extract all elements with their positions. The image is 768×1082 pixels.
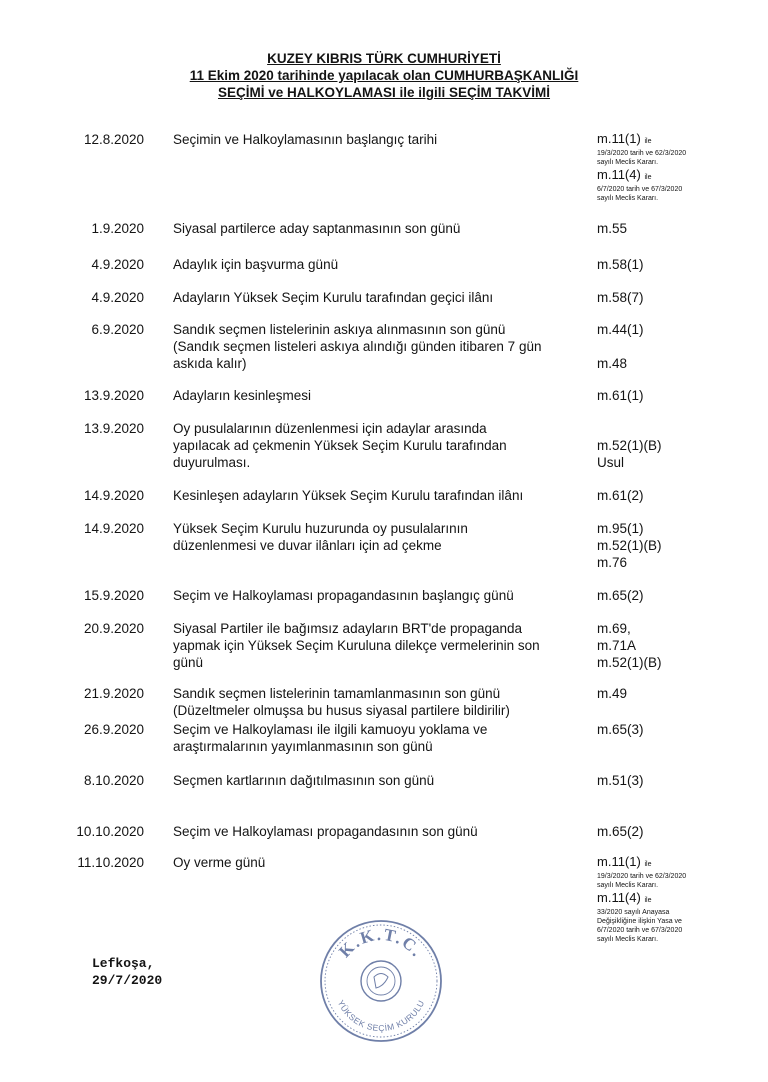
reference-note: 19/3/2020 tarih ve 62/3/2020: [597, 873, 687, 880]
row-legal-reference: [597, 321, 767, 372]
row-date: 20.9.2020: [83, 621, 144, 636]
row-date: 6.9.2020: [91, 322, 144, 337]
reference-article: [597, 131, 767, 149]
reference-spacer: [597, 338, 767, 355]
row-legal-reference: [597, 823, 767, 840]
article-connector: ile: [644, 861, 652, 868]
reference-note: 6/7/2020 tarih ve 67/3/2020: [597, 186, 683, 193]
reference-article: m.69,: [597, 621, 631, 636]
event-line: Oy pusulalarının düzenlenmesi için adaylar arasında: [173, 421, 487, 436]
reference-article: [597, 167, 767, 185]
event-line: duyurulması.: [173, 455, 251, 470]
event-line: Adaylık için başvurma günü: [173, 257, 339, 272]
event-line: Kesinleşen adayların Yüksek Seçim Kurulu tarafından ilânı: [173, 488, 524, 503]
row-date: 13.9.2020: [83, 421, 144, 436]
document-header: [0, 50, 768, 101]
row-event: [173, 289, 583, 306]
reference-article: m.65(3): [597, 722, 644, 737]
reference-article: m.44(1): [597, 322, 644, 337]
reference-article: m.61(1): [597, 388, 644, 403]
row-event: [173, 587, 583, 604]
row-date: 11.10.2020: [77, 855, 144, 870]
event-line: Seçmen kartlarının dağıtılmasının son günü: [173, 773, 435, 788]
event-line: araştırmalarının yayımlanmasının son günü: [173, 739, 433, 754]
row-legal-reference: [597, 487, 767, 504]
article-connector: ile: [644, 138, 652, 145]
row-event: [173, 685, 583, 719]
row-event: [173, 321, 583, 372]
reference-article: m.95(1): [597, 521, 644, 536]
reference-article: m.76: [597, 555, 628, 570]
event-line: günü: [173, 655, 204, 670]
seal-top-text: K.K.T.C.: [335, 924, 428, 962]
reference-article: m.52(1)(B): [597, 538, 662, 553]
reference-note: 33/2020 sayılı Anayasa: [597, 909, 670, 916]
row-legal-reference: [597, 721, 767, 738]
reference-article: [597, 854, 767, 872]
reference-article: m.51(3): [597, 773, 644, 788]
row-date: 10.10.2020: [76, 824, 144, 839]
row-legal-reference: [597, 289, 767, 306]
reference-article: m.61(2): [597, 488, 644, 503]
seal-bottom-text: YÜKSEK SEÇİM KURULU: [335, 998, 427, 1034]
event-line: Siyasal partilerce aday saptanmasının son günü: [173, 221, 461, 236]
reference-note: sayılı Meclis Kararı.: [597, 882, 659, 889]
article-number: m.11(1): [597, 854, 641, 869]
row-event: [173, 487, 583, 504]
row-date: 15.9.2020: [83, 588, 144, 603]
reference-spacer: [597, 420, 767, 437]
row-event: [173, 420, 583, 471]
article-number: m.11(4): [597, 167, 641, 182]
row-legal-reference: [597, 620, 767, 671]
reference-article: m.48: [597, 356, 628, 371]
reference-note: 19/3/2020 tarih ve 62/3/2020: [597, 150, 687, 157]
event-line: Adayların Yüksek Seçim Kurulu tarafından geçici ilânı: [173, 290, 494, 305]
footer-date: 29/7/2020: [92, 973, 163, 988]
row-legal-reference: [597, 220, 767, 237]
event-line: Sandık seçmen listelerinin tamamlanmasının son günü: [173, 686, 501, 701]
reference-article: m.58(7): [597, 290, 644, 305]
reference-article: m.71A: [597, 638, 637, 653]
event-line: Oy verme günü: [173, 855, 266, 870]
article-number: m.11(1): [597, 131, 641, 146]
reference-article: [597, 890, 767, 908]
event-line: Yüksek Seçim Kurulu huzurunda oy pusulalarının: [173, 521, 468, 536]
reference-article: m.65(2): [597, 588, 644, 603]
reference-article: Usul: [597, 455, 625, 470]
reference-article: m.52(1)(B): [597, 655, 662, 670]
row-event: [173, 823, 583, 840]
reference-note: sayılı Meclis Kararı.: [597, 195, 659, 202]
header-election: 11 Ekim 2020 tarihinde yapılacak olan CUMHURBAŞKANLIĞI: [189, 68, 579, 83]
event-line: Sandık seçmen listelerinin askıya alınmasının son günü: [173, 322, 506, 337]
header-calendar-title: SEÇİMİ ve HALKOYLAMASI ile ilgili SEÇİM TAKVİMİ: [217, 85, 551, 100]
row-event: [173, 772, 583, 789]
row-event: [173, 220, 583, 237]
row-event: [173, 721, 583, 755]
row-date: 21.9.2020: [83, 686, 144, 701]
signature-block: [92, 955, 162, 989]
reference-article: m.58(1): [597, 257, 644, 272]
row-legal-reference: [597, 685, 767, 702]
event-line: Seçim ve Halkoylaması ile ilgili kamuoyu yoklama ve: [173, 722, 488, 737]
reference-article: m.65(2): [597, 824, 644, 839]
event-line: düzenlenmesi ve duvar ilânları için ad çekme: [173, 538, 442, 553]
event-line: (Düzeltmeler olmuşsa bu husus siyasal partilere bildirilir): [173, 703, 510, 718]
reference-note: sayılı Meclis Kararı.: [597, 159, 659, 166]
event-line: yapılacak ad çekmenin Yüksek Seçim Kurulu tarafından: [173, 438, 507, 453]
row-legal-reference: [597, 854, 767, 944]
row-date: 4.9.2020: [91, 257, 144, 272]
event-line: yapmak için Yüksek Seçim Kuruluna dilekçe vermelerinin son: [173, 638, 540, 653]
reference-article: m.49: [597, 686, 628, 701]
article-connector: ile: [644, 897, 652, 904]
reference-article: m.55: [597, 221, 628, 236]
row-legal-reference: [597, 256, 767, 273]
reference-note: 6/7/2020 tarih ve 67/3/2020: [597, 927, 683, 934]
row-legal-reference: [597, 520, 767, 571]
article-number: m.11(4): [597, 890, 641, 905]
row-date: 14.9.2020: [83, 521, 144, 536]
row-legal-reference: [597, 772, 767, 789]
row-date: 26.9.2020: [83, 722, 144, 737]
row-legal-reference: [597, 131, 767, 203]
event-line: Siyasal Partiler ile bağımsız adayların BRT'de propaganda: [173, 621, 523, 636]
event-line: askıda kalır): [173, 356, 247, 371]
event-line: Adayların kesinleşmesi: [173, 388, 312, 403]
row-date: 1.9.2020: [91, 221, 144, 236]
footer-place: Lefkoşa,: [92, 956, 155, 971]
header-country: KUZEY KIBRIS TÜRK CUMHURİYETİ: [267, 51, 501, 66]
row-date: 4.9.2020: [91, 290, 144, 305]
row-legal-reference: [597, 420, 767, 471]
row-event: [173, 387, 583, 404]
row-date: 13.9.2020: [83, 388, 144, 403]
reference-note: Değişikliğine ilişkin Yasa ve: [597, 918, 682, 925]
event-line: Seçim ve Halkoylaması propagandasının son günü: [173, 824, 478, 839]
article-connector: ile: [644, 174, 652, 181]
row-event: [173, 520, 583, 554]
reference-article: m.52(1)(B): [597, 438, 662, 453]
row-event: [173, 854, 583, 871]
row-legal-reference: [597, 387, 767, 404]
election-board-seal: [318, 918, 444, 1044]
row-legal-reference: [597, 587, 767, 604]
row-event: [173, 620, 583, 671]
event-line: Seçimin ve Halkoylamasının başlangıç tarihi: [173, 132, 438, 147]
event-line: Seçim ve Halkoylaması propagandasının başlangıç günü: [173, 588, 514, 603]
row-date: 12.8.2020: [83, 132, 144, 147]
row-date: 14.9.2020: [83, 488, 144, 503]
row-date: 8.10.2020: [83, 773, 144, 788]
reference-note: sayılı Meclis Kararı.: [597, 936, 659, 943]
row-event: [173, 131, 583, 148]
event-line: (Sandık seçmen listeleri askıya alındığı günden itibaren 7 gün: [173, 339, 542, 354]
row-event: [173, 256, 583, 273]
